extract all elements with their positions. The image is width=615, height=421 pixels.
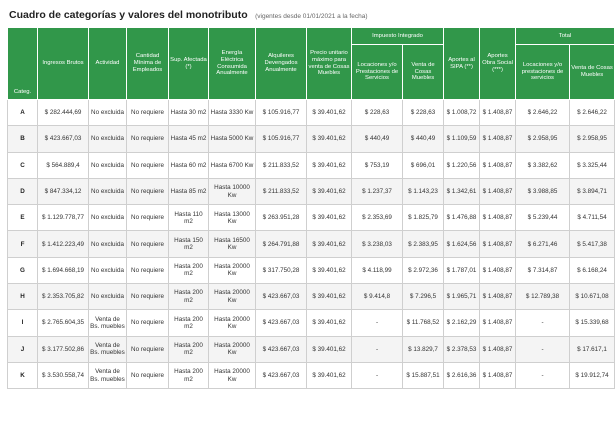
impuesto-ventas-cell: $ 440,49 bbox=[403, 126, 444, 152]
impuesto-ventas-cell: $ 7.296,5 bbox=[403, 284, 444, 310]
header-empleados: Cantidad Mínima de Empleados bbox=[127, 28, 169, 100]
aportes-obra-social-cell: $ 1.408,87 bbox=[480, 257, 516, 283]
header-aportes-sipa: Aportes al SIPA (**) bbox=[444, 28, 480, 100]
categoria-cell: G bbox=[8, 257, 38, 283]
monotributo-table bbox=[7, 27, 615, 389]
aportes-obra-social-cell: $ 1.408,87 bbox=[480, 284, 516, 310]
table-row bbox=[8, 205, 615, 231]
precio-unitario-cell: $ 39.401,62 bbox=[307, 126, 352, 152]
superficie-cell: Hasta 30 m2 bbox=[169, 100, 209, 126]
empleados-cell: No requiere bbox=[127, 284, 169, 310]
aportes-sipa-cell: $ 1.008,72 bbox=[444, 100, 480, 126]
alquileres-cell: $ 423.667,03 bbox=[256, 310, 307, 336]
alquileres-cell: $ 211.833,52 bbox=[256, 178, 307, 204]
empleados-cell: No requiere bbox=[127, 126, 169, 152]
impuesto-ventas-cell: $ 228,63 bbox=[403, 100, 444, 126]
total-ventas-cell: $ 2.646,22 bbox=[570, 100, 615, 126]
empleados-cell: No requiere bbox=[127, 362, 169, 388]
total-ventas-cell: $ 6.168,24 bbox=[570, 257, 615, 283]
actividad-cell: No excluida bbox=[89, 100, 127, 126]
ingresos-cell: $ 1.129.778,77 bbox=[38, 205, 89, 231]
ingresos-cell: $ 3.177.502,86 bbox=[38, 336, 89, 362]
ingresos-cell: $ 847.334,12 bbox=[38, 178, 89, 204]
total-ventas-cell: $ 3.894,71 bbox=[570, 178, 615, 204]
total-servicios-cell: - bbox=[516, 310, 570, 336]
precio-unitario-cell: $ 39.401,62 bbox=[307, 231, 352, 257]
total-servicios-cell: $ 7.314,87 bbox=[516, 257, 570, 283]
aportes-sipa-cell: $ 1.342,61 bbox=[444, 178, 480, 204]
categoria-cell: J bbox=[8, 336, 38, 362]
superficie-cell: Hasta 200 m2 bbox=[169, 284, 209, 310]
impuesto-servicios-cell: $ 3.238,03 bbox=[352, 231, 403, 257]
impuesto-ventas-cell: $ 13.829,7 bbox=[403, 336, 444, 362]
energia-cell: Hasta 5000 Kw bbox=[209, 126, 256, 152]
energia-cell: Hasta 3330 Kw bbox=[209, 100, 256, 126]
precio-unitario-cell: $ 39.401,62 bbox=[307, 178, 352, 204]
categoria-cell: A bbox=[8, 100, 38, 126]
page-subtitle: (vigentes desde 01/01/2021 a la fecha) bbox=[255, 13, 368, 20]
total-ventas-cell: $ 19.912,74 bbox=[570, 362, 615, 388]
actividad-cell: Venta de Bs. muebles bbox=[89, 336, 127, 362]
alquileres-cell: $ 264.791,88 bbox=[256, 231, 307, 257]
total-servicios-cell: $ 2.958,95 bbox=[516, 126, 570, 152]
impuesto-servicios-cell: $ 1.237,37 bbox=[352, 178, 403, 204]
energia-cell: Hasta 16500 Kw bbox=[209, 231, 256, 257]
categoria-cell: C bbox=[8, 152, 38, 178]
table-row bbox=[8, 152, 615, 178]
actividad-cell: No excluida bbox=[89, 126, 127, 152]
header-energia: Energía Eléctrica Consumida Anualmente bbox=[209, 28, 256, 100]
empleados-cell: No requiere bbox=[127, 310, 169, 336]
precio-unitario-cell: $ 39.401,62 bbox=[307, 310, 352, 336]
table-row bbox=[8, 310, 615, 336]
precio-unitario-cell: $ 39.401,62 bbox=[307, 284, 352, 310]
header-impuesto-ventas: Venta de Cosas Muebles bbox=[403, 45, 444, 100]
total-ventas-cell: $ 17.617,1 bbox=[570, 336, 615, 362]
aportes-obra-social-cell: $ 1.408,87 bbox=[480, 231, 516, 257]
header-actividad: Actividad bbox=[89, 28, 127, 100]
table-row bbox=[8, 231, 615, 257]
actividad-cell: No excluida bbox=[89, 257, 127, 283]
ingresos-cell: $ 1.694.668,19 bbox=[38, 257, 89, 283]
categoria-cell: D bbox=[8, 178, 38, 204]
header-total-servicios: Locaciones y/o prestaciones de servicios bbox=[516, 45, 570, 100]
ingresos-cell: $ 1.412.223,49 bbox=[38, 231, 89, 257]
table-row bbox=[8, 126, 615, 152]
total-ventas-cell: $ 15.339,68 bbox=[570, 310, 615, 336]
aportes-sipa-cell: $ 2.378,53 bbox=[444, 336, 480, 362]
actividad-cell: No excluida bbox=[89, 152, 127, 178]
impuesto-servicios-cell: $ 4.118,99 bbox=[352, 257, 403, 283]
aportes-sipa-cell: $ 1.787,01 bbox=[444, 257, 480, 283]
total-ventas-cell: $ 4.711,54 bbox=[570, 205, 615, 231]
energia-cell: Hasta 6700 Kw bbox=[209, 152, 256, 178]
aportes-obra-social-cell: $ 1.408,87 bbox=[480, 310, 516, 336]
actividad-cell: Venta de Bs. muebles bbox=[89, 362, 127, 388]
aportes-sipa-cell: $ 1.965,71 bbox=[444, 284, 480, 310]
ingresos-cell: $ 282.444,69 bbox=[38, 100, 89, 126]
alquileres-cell: $ 211.833,52 bbox=[256, 152, 307, 178]
empleados-cell: No requiere bbox=[127, 336, 169, 362]
page-title-row bbox=[9, 5, 367, 21]
page-title: Cuadro de categorías y valores del monotributo bbox=[9, 9, 248, 21]
impuesto-ventas-cell: $ 15.887,51 bbox=[403, 362, 444, 388]
energia-cell: Hasta 10000 Kw bbox=[209, 178, 256, 204]
impuesto-ventas-cell: $ 2.383,95 bbox=[403, 231, 444, 257]
header-alquileres: Alquileres Devengados Anualmente bbox=[256, 28, 307, 100]
precio-unitario-cell: $ 39.401,62 bbox=[307, 100, 352, 126]
header-ingresos: Ingresos Brutos bbox=[38, 28, 89, 100]
table-row bbox=[8, 284, 615, 310]
aportes-sipa-cell: $ 1.624,56 bbox=[444, 231, 480, 257]
aportes-sipa-cell: $ 1.109,59 bbox=[444, 126, 480, 152]
actividad-cell: Venta de Bs. muebles bbox=[89, 310, 127, 336]
actividad-cell: No excluida bbox=[89, 205, 127, 231]
empleados-cell: No requiere bbox=[127, 231, 169, 257]
total-servicios-cell: $ 3.988,85 bbox=[516, 178, 570, 204]
superficie-cell: Hasta 200 m2 bbox=[169, 310, 209, 336]
superficie-cell: Hasta 110 m2 bbox=[169, 205, 209, 231]
energia-cell: Hasta 20000 Kw bbox=[209, 257, 256, 283]
total-ventas-cell: $ 10.671,08 bbox=[570, 284, 615, 310]
table-row bbox=[8, 178, 615, 204]
total-servicios-cell: $ 12.789,38 bbox=[516, 284, 570, 310]
ingresos-cell: $ 423.667,03 bbox=[38, 126, 89, 152]
impuesto-servicios-cell: - bbox=[352, 362, 403, 388]
impuesto-ventas-cell: $ 1.825,79 bbox=[403, 205, 444, 231]
empleados-cell: No requiere bbox=[127, 100, 169, 126]
header-impuesto-integrado: Impuesto Integrado bbox=[352, 28, 444, 45]
aportes-sipa-cell: $ 1.476,88 bbox=[444, 205, 480, 231]
categoria-cell: K bbox=[8, 362, 38, 388]
impuesto-ventas-cell: $ 1.143,23 bbox=[403, 178, 444, 204]
header-precio-unitario: Precio unitario máximo para venta de Cosas Muebles bbox=[307, 28, 352, 100]
total-ventas-cell: $ 3.325,44 bbox=[570, 152, 615, 178]
ingresos-cell: $ 2.353.705,82 bbox=[38, 284, 89, 310]
energia-cell: Hasta 20000 Kw bbox=[209, 362, 256, 388]
alquileres-cell: $ 317.750,28 bbox=[256, 257, 307, 283]
total-ventas-cell: $ 5.417,38 bbox=[570, 231, 615, 257]
actividad-cell: No excluida bbox=[89, 284, 127, 310]
superficie-cell: Hasta 85 m2 bbox=[169, 178, 209, 204]
empleados-cell: No requiere bbox=[127, 205, 169, 231]
header-total-ventas: Venta de Cosas Muebles bbox=[570, 45, 615, 100]
alquileres-cell: $ 105.916,77 bbox=[256, 100, 307, 126]
table-row bbox=[8, 362, 615, 388]
aportes-sipa-cell: $ 1.220,56 bbox=[444, 152, 480, 178]
categoria-cell: F bbox=[8, 231, 38, 257]
categoria-cell: E bbox=[8, 205, 38, 231]
header-total: Total bbox=[516, 28, 615, 45]
precio-unitario-cell: $ 39.401,62 bbox=[307, 205, 352, 231]
total-servicios-cell: $ 2.646,22 bbox=[516, 100, 570, 126]
total-ventas-cell: $ 2.958,95 bbox=[570, 126, 615, 152]
impuesto-servicios-cell: $ 440,49 bbox=[352, 126, 403, 152]
table-row bbox=[8, 336, 615, 362]
aportes-obra-social-cell: $ 1.408,87 bbox=[480, 336, 516, 362]
total-servicios-cell: $ 5.239,44 bbox=[516, 205, 570, 231]
superficie-cell: Hasta 200 m2 bbox=[169, 336, 209, 362]
empleados-cell: No requiere bbox=[127, 257, 169, 283]
precio-unitario-cell: $ 39.401,62 bbox=[307, 257, 352, 283]
ingresos-cell: $ 564.889,4 bbox=[38, 152, 89, 178]
energia-cell: Hasta 20000 Kw bbox=[209, 310, 256, 336]
aportes-obra-social-cell: $ 1.408,87 bbox=[480, 178, 516, 204]
categoria-cell: I bbox=[8, 310, 38, 336]
alquileres-cell: $ 423.667,03 bbox=[256, 336, 307, 362]
header-impuesto-servicios: Locaciones y/o Prestaciones de Servicios bbox=[352, 45, 403, 100]
aportes-sipa-cell: $ 2.162,29 bbox=[444, 310, 480, 336]
energia-cell: Hasta 13000 Kw bbox=[209, 205, 256, 231]
ingresos-cell: $ 3.530.558,74 bbox=[38, 362, 89, 388]
superficie-cell: Hasta 45 m2 bbox=[169, 126, 209, 152]
alquileres-cell: $ 105.916,77 bbox=[256, 126, 307, 152]
empleados-cell: No requiere bbox=[127, 152, 169, 178]
aportes-obra-social-cell: $ 1.408,87 bbox=[480, 100, 516, 126]
impuesto-ventas-cell: $ 2.972,36 bbox=[403, 257, 444, 283]
actividad-cell: No excluida bbox=[89, 231, 127, 257]
categoria-cell: B bbox=[8, 126, 38, 152]
precio-unitario-cell: $ 39.401,62 bbox=[307, 362, 352, 388]
empleados-cell: No requiere bbox=[127, 178, 169, 204]
actividad-cell: No excluida bbox=[89, 178, 127, 204]
total-servicios-cell: - bbox=[516, 336, 570, 362]
total-servicios-cell: - bbox=[516, 362, 570, 388]
superficie-cell: Hasta 60 m2 bbox=[169, 152, 209, 178]
aportes-obra-social-cell: $ 1.408,87 bbox=[480, 152, 516, 178]
impuesto-servicios-cell: $ 2.353,69 bbox=[352, 205, 403, 231]
impuesto-servicios-cell: $ 753,19 bbox=[352, 152, 403, 178]
energia-cell: Hasta 20000 Kw bbox=[209, 336, 256, 362]
superficie-cell: Hasta 150 m2 bbox=[169, 231, 209, 257]
impuesto-servicios-cell: - bbox=[352, 336, 403, 362]
aportes-obra-social-cell: $ 1.408,87 bbox=[480, 126, 516, 152]
alquileres-cell: $ 263.951,28 bbox=[256, 205, 307, 231]
impuesto-ventas-cell: $ 696,01 bbox=[403, 152, 444, 178]
precio-unitario-cell: $ 39.401,62 bbox=[307, 152, 352, 178]
header-aportes-obra-social: Aportes Obra Social (***) bbox=[480, 28, 516, 100]
energia-cell: Hasta 20000 Kw bbox=[209, 284, 256, 310]
impuesto-ventas-cell: $ 11.768,52 bbox=[403, 310, 444, 336]
superficie-cell: Hasta 200 m2 bbox=[169, 257, 209, 283]
impuesto-servicios-cell: $ 228,63 bbox=[352, 100, 403, 126]
categoria-cell: H bbox=[8, 284, 38, 310]
precio-unitario-cell: $ 39.401,62 bbox=[307, 336, 352, 362]
alquileres-cell: $ 423.667,03 bbox=[256, 362, 307, 388]
aportes-obra-social-cell: $ 1.408,87 bbox=[480, 205, 516, 231]
ingresos-cell: $ 2.765.604,35 bbox=[38, 310, 89, 336]
impuesto-servicios-cell: $ 9.414,8 bbox=[352, 284, 403, 310]
superficie-cell: Hasta 200 m2 bbox=[169, 362, 209, 388]
impuesto-servicios-cell: - bbox=[352, 310, 403, 336]
table-row bbox=[8, 100, 615, 126]
aportes-sipa-cell: $ 2.616,36 bbox=[444, 362, 480, 388]
total-servicios-cell: $ 6.271,46 bbox=[516, 231, 570, 257]
table-row bbox=[8, 257, 615, 283]
alquileres-cell: $ 423.667,03 bbox=[256, 284, 307, 310]
aportes-obra-social-cell: $ 1.408,87 bbox=[480, 362, 516, 388]
total-servicios-cell: $ 3.382,62 bbox=[516, 152, 570, 178]
header-categoria: Categ. bbox=[8, 28, 38, 100]
header-superficie: Sup. Afectada (*) bbox=[169, 28, 209, 100]
